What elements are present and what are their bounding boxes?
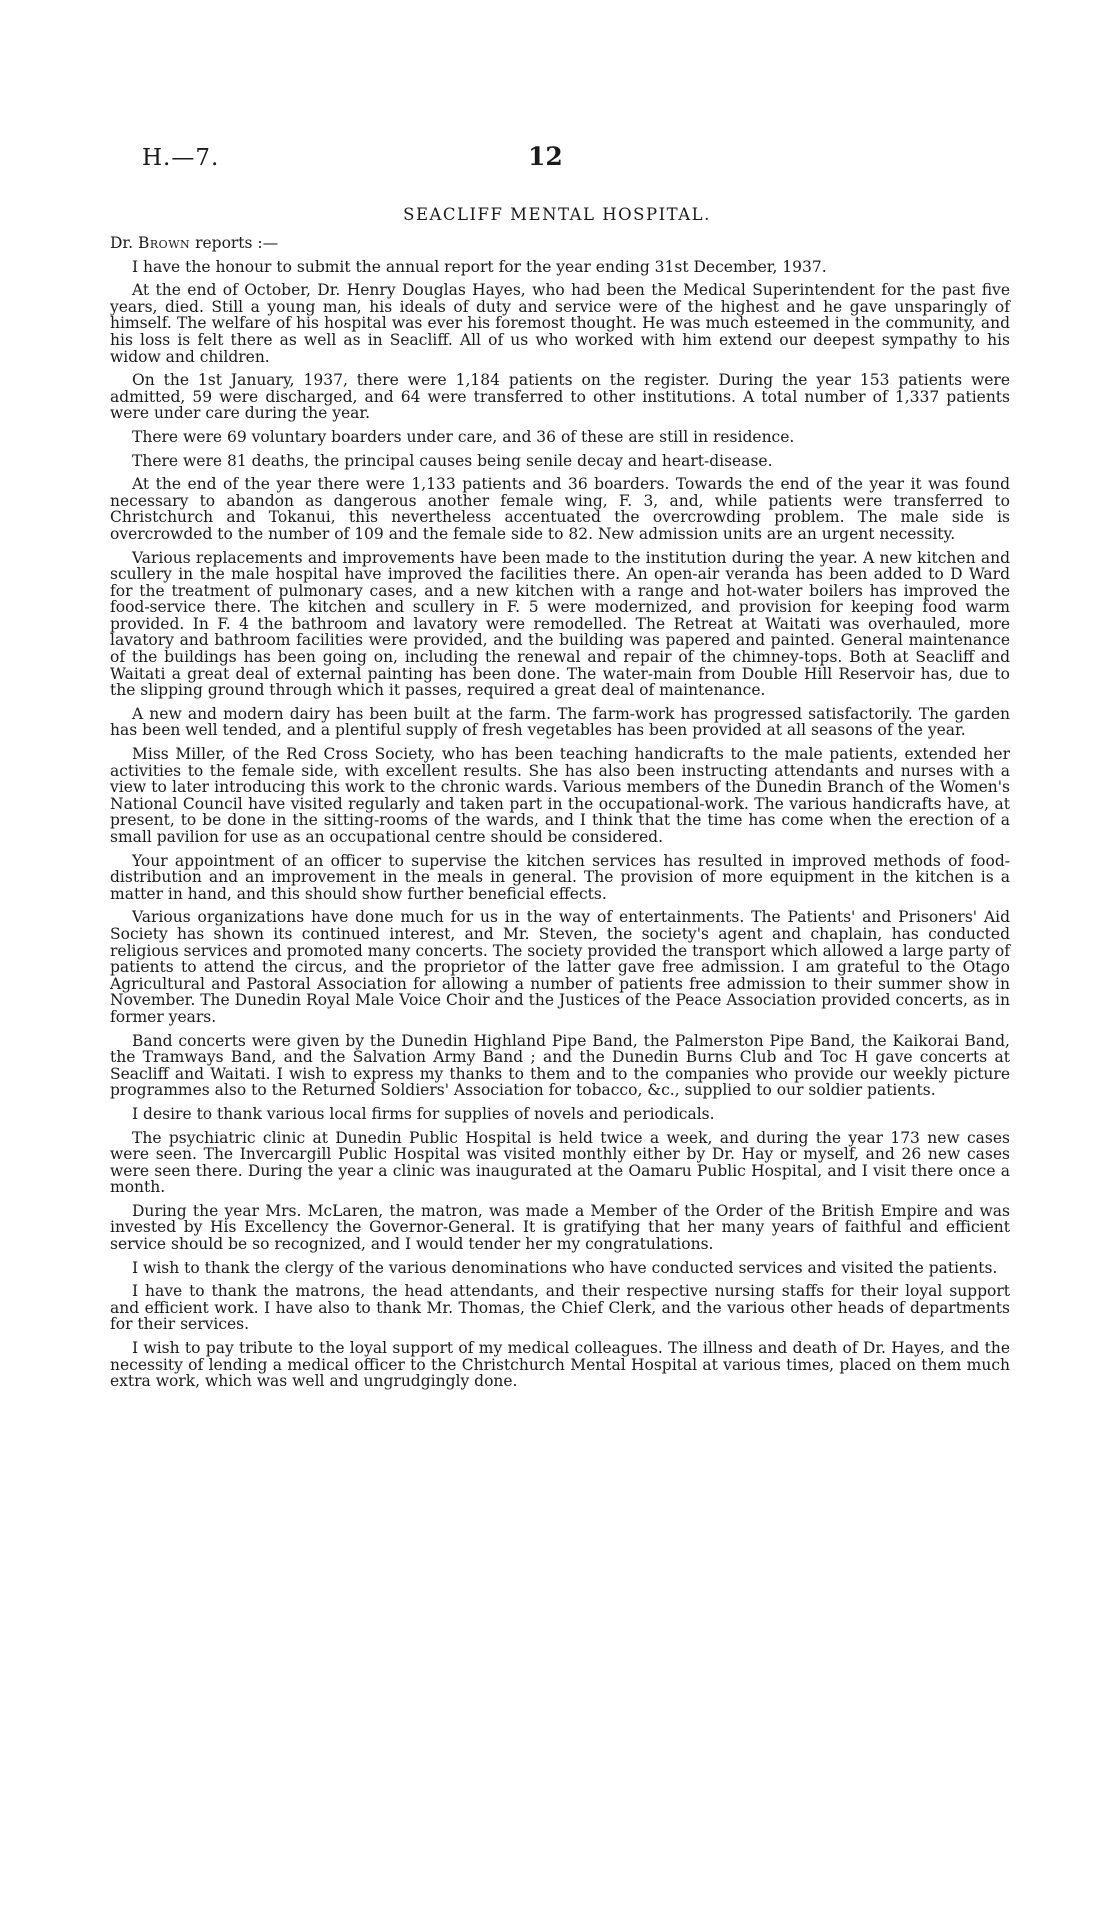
paragraph: There were 81 deaths, the principal causes being senile decay and heart-disease.: [132, 451, 773, 470]
report-body: [110, 235, 1010, 1397]
paragraph: On the 1st January, 1937, there were 1,184 patients on the register. During the year 153 patients were admitted, 59 were discharged, and 64 were transferred to other institutions. A total number of 1,337 patients were under care during the year.: [110, 371, 1010, 423]
paragraph: Miss Miller, of the Red Cross Society, who has been teaching handicrafts to the male patients, extended her activities to the female side, with excellent results. She has also been instructing attendants and nurses with a view to later introducing this work to the chronic wards. Various members of the Dunedin Branch of the Women's National Council have visited regularly and taken part in the occupational-work. The various handicrafts have, at present, to be done in the sitting-rooms of the wards, and I think that the time has come when the erection of a small pavilion for use as an occupational centre should be considered.: [110, 745, 1010, 846]
paragraph: Various organizations have done much for us in the way of entertainments. The Patients' and Prisoners' Aid Society has shown its continued interest, and Mr. Steven, the society's agent and chaplain, has conducted religious services and promoted many concerts. The society provided the transport which allowed a large party of patients to attend the circus, and the proprietor of the latter gave free admission. I am grateful to the Otago Agricultural and Pastoral Association for allowing a number of patients free admission to their summer show in November. The Dunedin Royal Male Voice Choir and the Justices of the Peace Association provided concerts, as in former years.: [110, 908, 1010, 1026]
paragraph: I have the honour to submit the annual report for the year ending 31st December, 1937.: [132, 257, 827, 276]
paragraph: I desire to thank various local firms for supplies of novels and periodicals.: [132, 1104, 715, 1123]
intro-suffix: reports :—: [195, 234, 279, 252]
paragraph: A new and modern dairy has been built at the farm. The farm-work has progressed satisfactorily. The garden has been well tended, and a plentiful supply of fresh vegetables has been provided at all seasons of the year.: [110, 704, 1010, 740]
paragraph: I have to thank the matrons, the head attendants, and their respective nursing staffs for their loyal support and efficient work. I have also to thank Mr. Thomas, the Chief Clerk, and the various other heads of departments for their services.: [110, 1282, 1010, 1334]
paragraph: There were 69 voluntary boarders under care, and 36 of these are still in residence.: [132, 427, 795, 446]
paragraph: During the year Mrs. McLaren, the matron, was made a Member of the Order of the British Empire and was invested by His Excellency the Governor-General. It is gratifying that her many years of faithful and efficient service should be so recognized, and I would tender her my congratulations.: [110, 1201, 1010, 1254]
paragraph: The psychiatric clinic at Dunedin Public Hospital is held twice a week, and during the year 173 new cases were seen. The Invercargill Public Hospital was visited monthly either by Dr. Hay or myself, and 26 new cases were seen there. During the year a clinic was inaugurated at the Oamaru Public Hospital, and I visit there once a month.: [110, 1128, 1010, 1197]
paragraph: Various replacements and improvements have been made to the institution during the year. A new kitchen and scullery in the male hospital have improved the facilities there. An open-air veranda has been added to D Ward for the treatment of pulmonary cases, and a new kitchen with a range and hot-water boilers has improved the food-service there. The kitchen and scullery in F. 5 were modernized, and provision for keeping food warm provided. In F. 4 the bathroom and lavatory were remodelled. The Retreat at Waitati was overhauled, more lavatory and bathroom facilities were provided, and the building was papered and painted. General maintenance of the buildings has been going on, including the renewal and repair of the chimney-tops. Both at Seacliff and Waitati a great deal of external painting has been done. The water-main from Double Hill Reservoir has, due to the slipping ground through which it passes, required a great deal of maintenance.: [110, 548, 1010, 700]
intro-prefix: Dr.: [110, 234, 134, 252]
paragraph: At the end of the year there were 1,133 patients and 36 boarders. Towards the end of the year it was found necessary to abandon as dangerous another female wing, F. 3, and, while patients were transferred to Christchurch and Tokanui, this nevertheless accentuated the overcrowding problem. The male side is overcrowded to the number of 109 and the female side to 82. New admission units are an urgent necessity.: [110, 475, 1010, 543]
paragraph: Band concerts were given by the Dunedin Highland Pipe Band, the Palmerston Pipe Band, the Kaikorai Band, the Tramways Band, and the Salvation Army Band ; and the Dunedin Burns Club and Toc H gave concerts at Seacliff and Waitati. I wish to express my thanks to them and to the companies who provide our weekly picture programmes also to the Returned Soldiers' Association for tobacco, &c., supplied to our soldier patients.: [110, 1031, 1010, 1100]
report-intro: [110, 235, 1010, 252]
paragraph: Your appointment of an officer to supervise the kitchen services has resulted in improved methods of food-distribution and an improvement in the meals in general. The provision of more equipment in the kitchen is a matter in hand, and this should show further beneficial effects.: [110, 851, 1010, 903]
paragraph: At the end of October, Dr. Henry Douglas Hayes, who had been the Medical Superintendent for the past five years, died. Still a young man, his ideals of duty and service were of the highest and he gave unsparingly of himself. The welfare of his hospital was ever his foremost thought. He was much esteemed in the community, and his loss is felt there as well as in Seacliff. All of us who worked with him extend our deepest sympathy to his widow and children.: [110, 281, 1010, 366]
page-number: 12: [528, 142, 563, 171]
author-name: Brown: [138, 234, 191, 252]
report-reference: H.—7.: [142, 145, 220, 171]
paragraph: I wish to pay tribute to the loyal support of my medical colleagues. The illness and death of Dr. Hayes, and the necessity of lending a medical officer to the Christchurch Mental Hospital at various times, placed on them much extra work, which was well and ungrudgingly done.: [110, 1339, 1010, 1391]
paragraph: I wish to thank the clergy of the various denominations who have conducted services and visited the patients.: [132, 1258, 998, 1277]
section-title: SEACLIFF MENTAL HOSPITAL.: [403, 205, 711, 224]
